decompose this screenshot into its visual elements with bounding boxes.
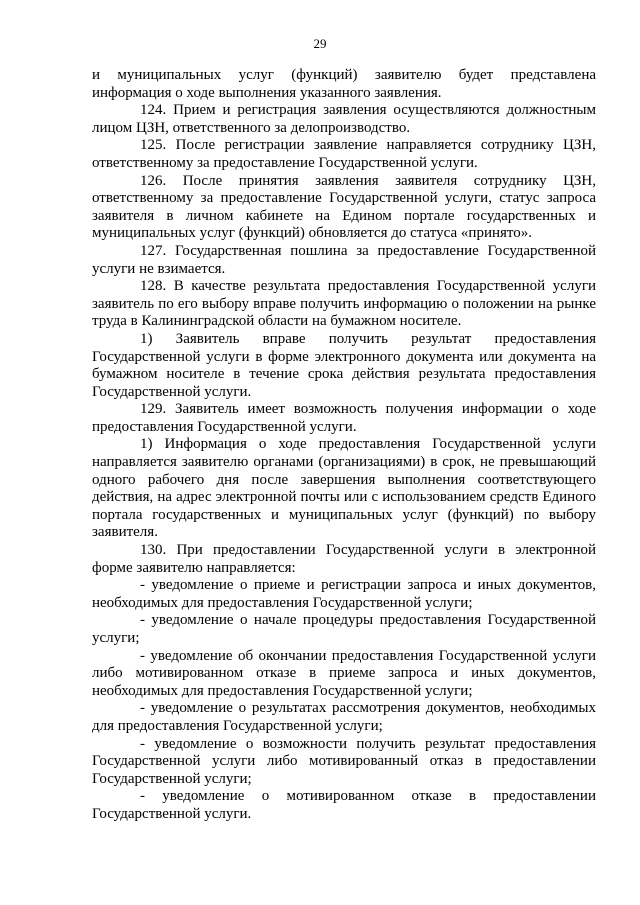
paragraph-129-item-1: 1) Информация о ходе предоставления Государственной услуги направляется заявителю органами (организациями) в срок, не превышающий одного рабочего дня после завершения выполнения соответствующего действия, на адрес электронной почты или с использованием средств Единого портала государственных и муниципальных услуг (функций) по выбору заявителя. [92, 436, 596, 541]
paragraph-125: 125. После регистрации заявление направляется сотруднику ЦЗН, ответственному за предоставление Государственной услуги. [92, 137, 596, 171]
list-item: - уведомление о результатах рассмотрения документов, необходимых для предоставления Государственной услуги; [92, 700, 596, 734]
paragraph-130: 130. При предоставлении Государственной услуги в электронной форме заявителю направляется: [92, 542, 596, 576]
paragraph-129: 129. Заявитель имеет возможность получения информации о ходе предоставления Государственной услуги. [92, 401, 596, 435]
document-body [92, 67, 596, 824]
list-item: - уведомление о приеме и регистрации запроса и иных документов, необходимых для предоставления Государственной услуги; [92, 577, 596, 611]
paragraph-128-item-1: 1) Заявитель вправе получить результат предоставления Государственной услуги в форме электронного документа или документа на бумажном носителе в течение срока действия результата предоставления Государственной услуги. [92, 330, 596, 400]
list-item: - уведомление о возможности получить результат предоставления Государственной услуги либо мотивированный отказ в предоставлении Государственной услуги; [92, 735, 596, 787]
paragraph-126: 126. После принятия заявления заявителя сотруднику ЦЗН, ответственному за предоставление Государственной услуги, статус запроса заявителя в личном кабинете на Едином портале государственных и муниципальных услуг (функций) обновляется до статуса «принято». [92, 172, 596, 242]
list-item: - уведомление об окончании предоставления Государственной услуги либо мотивированном отказе в приеме запроса и иных документов, необходимых для предоставления Государственной услуги; [92, 647, 596, 699]
paragraph-124: 124. Прием и регистрация заявления осуществляются должностным лицом ЦЗН, ответственного за делопроизводство. [92, 102, 596, 136]
page-number: 29 [313, 36, 327, 51]
paragraph-continuation: и муниципальных услуг (функций) заявителю будет представлена информация о ходе выполнения указанного заявления. [92, 67, 596, 101]
paragraph-128: 128. В качестве результата предоставления Государственной услуги заявитель по его выбору вправе получить информацию о положении на рынке труда в Калининградской области на бумажном носителе. [92, 278, 596, 330]
list-item: - уведомление о мотивированном отказе в предоставлении Государственной услуги. [92, 788, 596, 822]
paragraph-127: 127. Государственная пошлина за предоставление Государственной услуги не взимается. [92, 242, 596, 277]
list-item: - уведомление о начале процедуры предоставления Государственной услуги; [92, 612, 596, 646]
